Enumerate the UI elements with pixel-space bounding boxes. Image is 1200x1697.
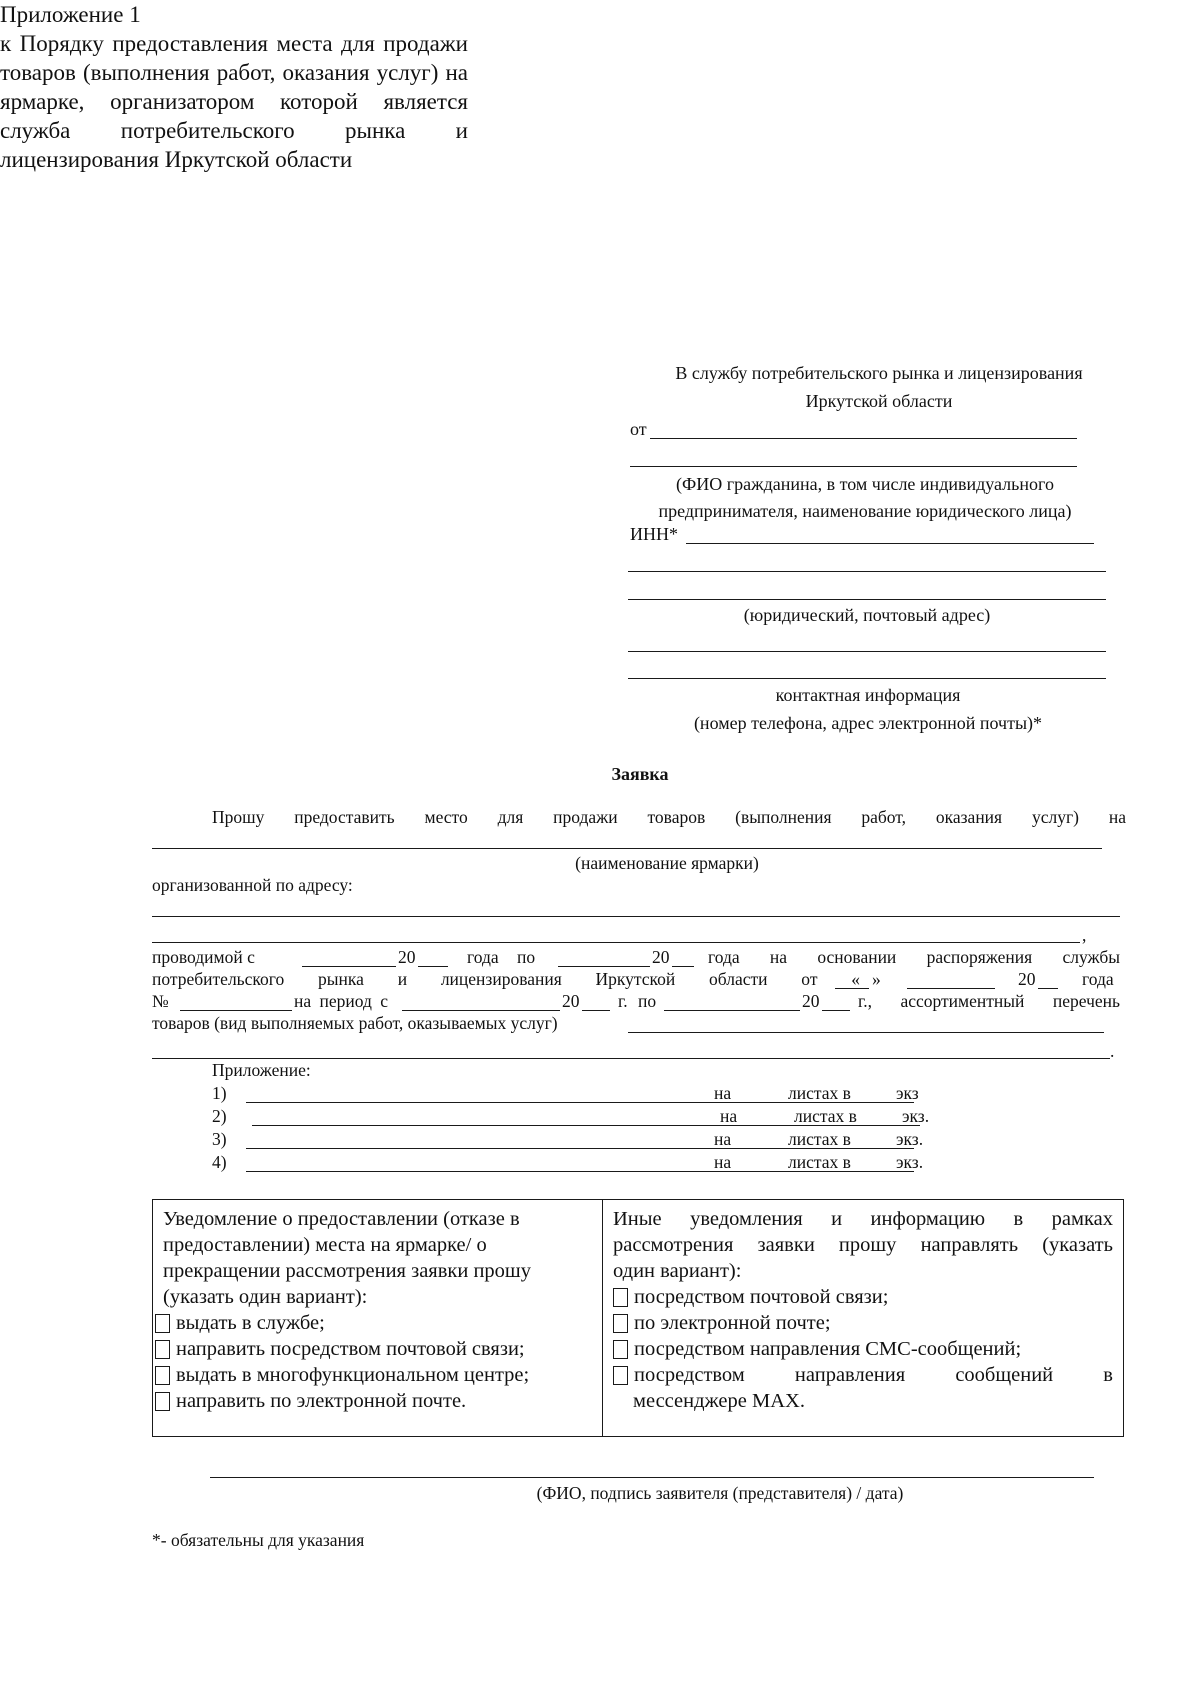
fio-caption-2: предпринимателя, наименование юридического лица) [658,501,1072,521]
option-label: посредством направления СМС-сообщений; [634,1338,1022,1360]
attachment-row-1 [212,1082,972,1104]
assortment-text: г., ассортиментный перечень [858,991,1120,1011]
attachment-copies: экз. [902,1106,930,1126]
year-from-suffix: года по [467,947,536,967]
signature-caption: (ФИО, подпись заявителя (представителя) / дата) [536,1483,904,1503]
option-issue-in-mfc[interactable] [155,1362,593,1388]
attachment-copies-line[interactable] [862,1102,890,1103]
comma: , [1082,925,1087,945]
goods-label: товаров (вид выполняемых работ, оказываемых услуг) [152,1013,558,1033]
year-prefix-2: 20 [652,947,670,967]
attachment-sheets-line[interactable] [754,1102,782,1103]
request-intro: Прошу предоставить место для продажи товаров (выполнения работ, оказания услуг) на [212,807,1126,827]
attachment-na: на [714,1083,732,1103]
attachment-sheets-line[interactable] [760,1125,788,1126]
year-prefix-3: 20 [1018,969,1036,989]
from-label: от [630,419,647,439]
footnote: *- обязательны для указания [152,1530,365,1550]
attachment-copies: экз. [896,1129,924,1149]
addressee-line-1: В службу потребительского рынка и лицензирования [675,363,1083,383]
period-from-line[interactable] [402,1010,560,1011]
order-year-line[interactable] [1038,988,1058,989]
signature-line[interactable] [210,1477,1094,1478]
fair-address-line-1[interactable] [152,916,1120,917]
checkbox[interactable] [613,1340,628,1359]
order-day-line[interactable] [835,988,869,989]
notification-left-text-4: (указать один вариант): [163,1286,368,1308]
date-to-line[interactable] [558,966,650,967]
checkbox[interactable] [613,1314,628,1333]
option-right-email[interactable] [613,1310,1113,1336]
attachment-num: 3) [212,1129,227,1149]
period-to-year-line[interactable] [822,1010,850,1011]
year-to-line[interactable] [672,966,694,967]
option-issue-in-service[interactable] [155,1310,593,1336]
attachment-sheets: листах в [788,1152,851,1172]
address-input-line-1[interactable] [628,571,1106,572]
attachment-num: 2) [212,1106,227,1126]
checkbox[interactable] [155,1340,170,1359]
attachment-sheets: листах в [794,1106,857,1126]
attachment-na: на [714,1129,732,1149]
notification-right-text-2: рассмотрения заявки прошу направлять (указать [613,1234,1113,1256]
period-label: на период с [294,991,389,1011]
inn-input-line[interactable] [686,543,1094,544]
appendix-title: Приложение 1 [0,2,141,27]
address-input-line-2[interactable] [628,599,1106,600]
fio-caption-1: (ФИО гражданина, в том числе индивидуального [676,474,1054,494]
notification-box [152,1199,1124,1437]
notification-right-text-1: Иные уведомления и информацию в рамках [613,1208,1113,1230]
attachment-num: 4) [212,1152,227,1172]
attachment-na: на [714,1152,732,1172]
address-label: организованной по адресу: [152,875,353,895]
year-word: года [1082,969,1114,989]
appendix-header [0,0,468,174]
addressee-line-2: Иркутской области [805,391,953,411]
attachment-na: на [720,1106,738,1126]
date-from-line[interactable] [302,966,396,967]
attachment-num: 1) [212,1083,227,1103]
notification-right [613,1206,1113,1414]
checkbox[interactable] [155,1392,170,1411]
fair-caption: (наименование ярмарки) [575,853,759,873]
number-sign: № [152,991,169,1011]
checkbox[interactable] [613,1366,628,1385]
checkbox[interactable] [155,1314,170,1333]
checkbox[interactable] [613,1288,628,1307]
request-heading: Заявка [611,764,669,784]
attachment-copies-line[interactable] [862,1171,890,1172]
year-prefix-1: 20 [398,947,416,967]
attachment-copies-line[interactable] [862,1148,890,1149]
attachment-copies: экз. [896,1152,924,1172]
attachment-sheets-line[interactable] [754,1148,782,1149]
option-right-messenger-cont: мессенджере MAX. [633,1390,805,1412]
checkbox[interactable] [155,1366,170,1385]
option-label: направить посредством почтовой связи; [176,1338,525,1360]
g-po-label: г. по [618,991,657,1011]
notification-left-text-2: предоставлении) места на ярмарке/ о [163,1234,487,1256]
notification-left-text-3: прекращении рассмотрения заявки прошу [163,1260,531,1282]
fair-address-line-2[interactable] [152,942,1080,943]
basis-text: года на основании распоряжения службы [708,947,1120,967]
attachment-copies: экз [896,1083,919,1103]
attachment-copies-line[interactable] [868,1125,896,1126]
option-right-sms[interactable] [613,1336,1113,1362]
option-send-by-email[interactable] [155,1388,593,1414]
goods-input-line[interactable] [628,1032,1104,1033]
order-text: потребительского рынка и лицензирования Иркутской области от « [152,969,860,989]
contact-caption-2: (номер телефона, адрес электронной почты)* [693,713,1043,733]
period-from-year-line[interactable] [582,1010,610,1011]
year-prefix-4: 20 [562,991,580,1011]
notification-right-text-3: один вариант): [613,1260,742,1282]
order-number-line[interactable] [180,1010,292,1011]
option-send-by-post[interactable] [155,1336,593,1362]
notification-left [163,1206,593,1414]
inn-label: ИНН* [630,524,678,544]
option-right-messenger[interactable] [613,1362,1113,1388]
attachment-row-4 [212,1151,972,1173]
attachment-sheets-line[interactable] [754,1171,782,1172]
option-label: по электронной почте; [634,1312,831,1334]
option-label: посредством почтовой связи; [634,1286,889,1308]
address-caption: (юридический, почтовый адрес) [743,605,991,625]
contact-input-line-2[interactable] [628,678,1106,679]
from-input-line-2[interactable] [630,466,1077,467]
notification-left-text-1: Уведомление о предоставлении (отказе в [163,1208,520,1230]
period-to-line[interactable] [664,1010,800,1011]
year-from-line[interactable] [418,966,448,967]
option-label: направить по электронной почте. [176,1390,467,1412]
year-prefix-5: 20 [802,991,820,1011]
attachment-sheets: листах в [788,1083,851,1103]
option-label: выдать в многофункциональном центре; [176,1364,530,1386]
held-from-label: проводимой с [152,947,255,967]
order-month-line[interactable] [907,988,995,989]
fair-name-line[interactable] [152,848,1102,849]
box-divider [602,1200,603,1436]
period-end: . [1110,1041,1115,1061]
option-right-post[interactable] [613,1284,1113,1310]
from-input-line[interactable] [650,438,1077,439]
attachment-row-3 [212,1128,972,1150]
quote-close: » [872,969,881,989]
contact-caption-1: контактная информация [775,685,961,705]
option-label: посредством направления сообщений в [634,1364,1113,1386]
option-label: выдать в службе; [176,1312,325,1334]
contact-input-line-1[interactable] [628,651,1106,652]
attachment-sheets: листах в [788,1129,851,1149]
attachment-row-2 [212,1105,972,1127]
attachments-label: Приложение: [212,1060,311,1080]
appendix-text: к Порядку предоставления места для продажи товаров (выполнения работ, оказания услуг) на ярмарке, организатором которой является служба потребительского рынка и лицензирования Иркутской области [0,31,468,172]
